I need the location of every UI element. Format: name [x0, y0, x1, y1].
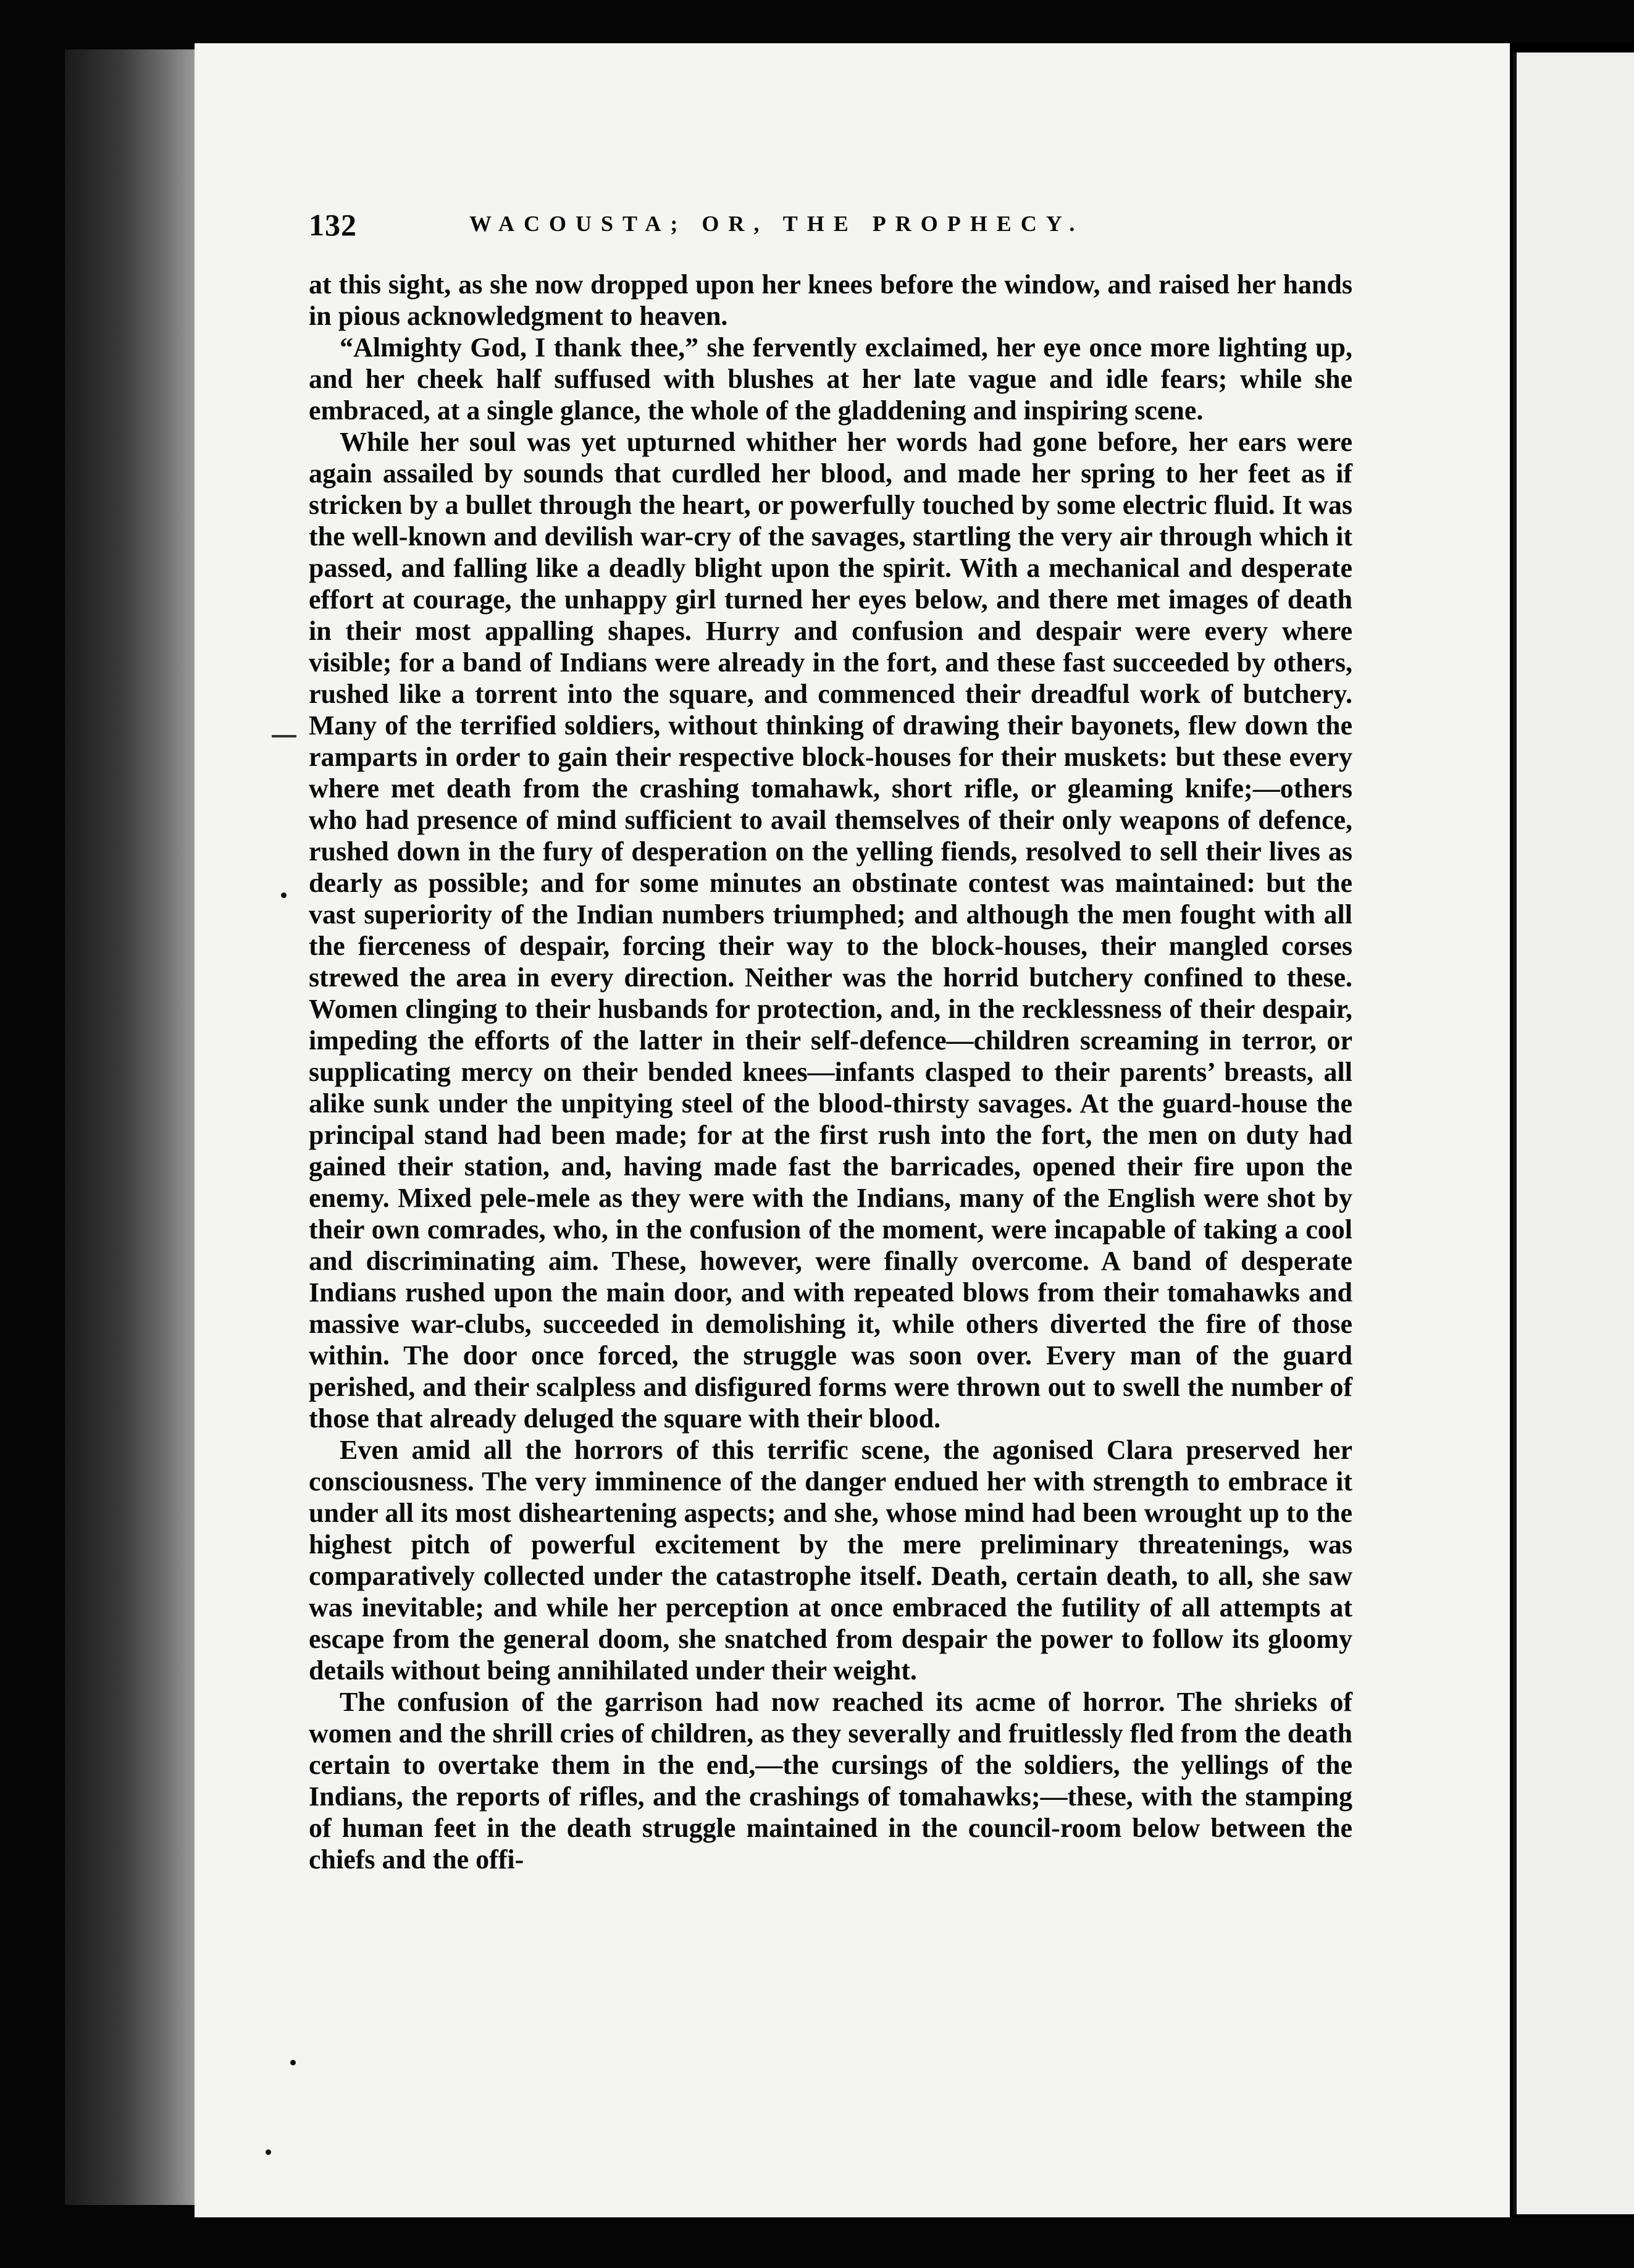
paragraph: Even amid all the horrors of this terrific scene, the agonised Clara preserved her consciousness. The very imminence of the danger endued her with strength to embrace it under all its most disheartening aspects; and she, whose mind had been wrought up to the highest pitch of powerful excitement by the mere preliminary threatenings, was comparatively collected under the catastrophe itself. Death, certain death, to all, she saw was inevitable; and while her perception at once embraced the futility of all attempts at escape from the general doom, she snatched from despair the power to follow its gloomy details without being annihilated under their weight. [309, 1435, 1352, 1686]
paragraph: While her soul was yet upturned whither her words had gone before, her ears were again assailed by sounds that curdled her blood, and made her spring to her feet as if stricken by a bullet through the heart, or powerfully touched by some electric fluid. It was the well-known and devilish war-cry of the savages, startling the very air through which it passed, and falling like a deadly blight upon the spirit. With a mechanical and desperate effort at courage, the unhappy girl turned her eyes below, and there met images of death in their most appalling shapes. Hurry and confusion and despair were every where visible; for a band of Indians were already in the fort, and these fast succeeded by others, rushed like a torrent into the square, and commenced their dreadful work of butchery. Many of the terrified soldiers, without thinking of drawing their bayonets, flew down the ramparts in order to gain their respective block-houses for their muskets: but these every where met death from the crashing tomahawk, short rifle, or gleaming knife;—others who had presence of mind sufficient to avail themselves of their only weapons of defence, rushed down in the fury of desperation on the yelling fiends, resolved to sell their lives as dearly as possible; and for some minutes an obstinate contest was maintained: but the vast superiority of the Indian numbers triumphed; and although the men fought with all the fierceness of despair, forcing their way to the block-houses, their mangled corses strewed the area in every direction. Neither was the horrid butchery confined to these. Women clinging to their husbands for protection, and, in the recklessness of their despair, impeding the efforts of the latter in their self-defence—children screaming in terror, or supplicating mercy on their bended knees—infants clasped to their parents’ breasts, all alike sunk under the unpitying steel of the blood-thirsty savages. At the guard-house the principal stand had been made; for at the first rush into the fort, the men on duty had gained their station, and, having made fast the barricades, opened their fire upon the enemy. Mixed pele-mele as they were with the Indians, many of the English were shot by their own comrades, who, in the confusion of the moment, were incapable of taking a cool and discriminating aim. These, however, were finally overcome. A band of desperate Indians rushed upon the main door, and with repeated blows from their tomahawks and massive war-clubs, succeeded in demolishing it, while others diverted the fire of those within. The door once forced, the struggle was soon over. Every man of the guard perished, and their scalpless and disfigured forms were thrown out to swell the number of those that already deluged the square with their blood. [309, 427, 1352, 1434]
page-body-text [309, 269, 1352, 1875]
scan-speck [281, 892, 287, 898]
page-number: 132 [309, 208, 357, 242]
scan-speck [266, 2149, 271, 2155]
book-gutter-shadow [65, 49, 204, 2205]
scan-speck [290, 2060, 296, 2065]
adjacent-page-sheet [1513, 52, 1634, 2214]
running-title: WACOUSTA; OR, THE PROPHECY. [469, 211, 1084, 236]
scan-mark [272, 735, 296, 737]
paragraph: “Almighty God, I thank thee,” she fervently exclaimed, her eye once more lighting up, and her cheek half suffused with blushes at her late vague and idle fears; while she embraced, at a single glance, the whole of the gladdening and inspiring scene. [309, 332, 1352, 426]
page-header [309, 207, 1359, 244]
paragraph: The confusion of the garrison had now reached its acme of horror. The shrieks of women and the shrill cries of children, as they severally and fruitlessly fled from the death certain to overtake them in the end,—the cursings of the soldiers, the yellings of the Indians, the reports of rifles, and the crashings of tomahawks;—these, with the stamping of human feet in the death struggle maintained in the council-room below between the chiefs and the offi- [309, 1687, 1352, 1875]
paragraph: at this sight, as she now dropped upon her knees before the window, and raised her hands in pious acknowledgment to heaven. [309, 269, 1352, 331]
